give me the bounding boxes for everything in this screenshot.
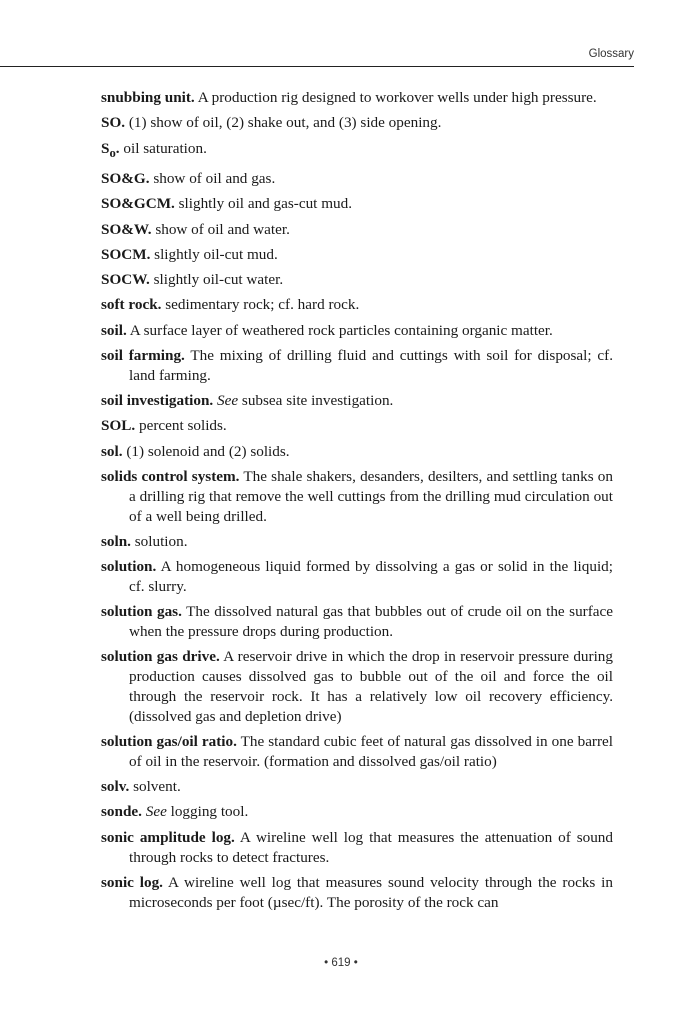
glossary-entry [101, 557, 613, 597]
glossary-entry [101, 602, 613, 642]
glossary-entry [101, 828, 613, 868]
entry-definition: show of oil and gas. [149, 169, 276, 187]
entry-see-reference: See [213, 392, 239, 410]
glossary-entry [101, 873, 613, 913]
glossary-entry [101, 321, 613, 341]
header-rule [0, 66, 634, 67]
entry-definition: A production rig designed to workover wells under high pressure. [194, 89, 597, 106]
entry-definition: solvent. [129, 778, 181, 796]
entry-term: solution gas drive. [101, 648, 220, 666]
glossary-entry [101, 270, 613, 290]
entry-term: solution. [101, 558, 157, 576]
entry-term: SO&G. [101, 169, 150, 187]
glossary-entry [101, 139, 613, 164]
glossary-entry [101, 391, 613, 411]
glossary-entry [101, 647, 613, 726]
entry-definition: slightly oil-cut water. [149, 271, 284, 289]
entry-definition: (1) show of oil, (2) shake out, and (3) side opening. [125, 114, 442, 132]
entry-definition: A reservoir drive in which the drop in reservoir pressure during production causes dissolved gas to bubble out of the oil and force the oil through the reservoir rock. It has a relatively low oil recovery efficiency. (dissolved gas and depletion drive) [129, 648, 613, 725]
glossary-entry [101, 113, 613, 133]
entry-term: solv. [101, 778, 130, 796]
entry-see-reference: See [141, 803, 167, 821]
entry-definition: oil saturation. [119, 139, 207, 157]
entry-term: S [101, 139, 110, 157]
entry-definition: A wireline well log that measures sound velocity through the rocks in microseconds per foot (µsec/ft). The porosity of the rock can [129, 873, 613, 911]
glossary-entry [101, 442, 613, 462]
entry-definition: The dissolved natural gas that bubbles out of crude oil on the surface when the pressure drops during production. [129, 603, 613, 641]
entry-definition: percent solids. [135, 417, 227, 435]
page-number: • 619 • [324, 957, 358, 969]
entry-term: sol. [101, 442, 123, 460]
glossary-entry [101, 732, 613, 772]
entry-term: SO&GCM. [101, 195, 175, 213]
entry-term: soil farming. [101, 347, 185, 364]
running-head: Glossary [588, 48, 634, 60]
entry-definition: A surface layer of weathered rock particles containing organic matter. [126, 321, 553, 339]
glossary-entry [101, 220, 613, 240]
entry-term: SOL. [101, 417, 136, 435]
entry-term: soil investigation. [101, 392, 214, 410]
entry-term: solution gas/oil ratio. [101, 733, 237, 751]
glossary-entry [101, 346, 613, 386]
entry-term: SO. [101, 114, 126, 132]
entry-term: sonic log. [101, 873, 163, 891]
entry-definition: subsea site investigation. [238, 392, 394, 410]
entry-term-subscript: o [109, 145, 116, 160]
entry-definition: slightly oil and gas-cut mud. [174, 195, 352, 213]
entry-definition: show of oil and water. [151, 220, 290, 238]
entry-term: snubbing unit. [101, 89, 195, 106]
glossary-entry [101, 295, 613, 315]
glossary-entry [101, 245, 613, 265]
entry-term: SOCW. [101, 271, 150, 289]
entry-definition: (1) solenoid and (2) solids. [122, 442, 290, 460]
entry-term: soft rock. [101, 296, 162, 314]
entry-definition: logging tool. [166, 803, 249, 821]
entry-term: soln. [101, 532, 131, 550]
glossary-entry [101, 88, 613, 108]
entry-term: soil. [101, 321, 127, 339]
entry-definition: The shale shakers, desanders, desilters, and settling tanks on a drilling rig that remove the well cuttings from the drilling mud circulation out of a well being drilled. [129, 467, 613, 525]
entry-term: SOCM. [101, 245, 151, 263]
glossary-entry [101, 467, 613, 526]
entry-term: SO&W. [101, 220, 152, 238]
entry-term: solution gas. [101, 603, 182, 621]
entry-definition: solution. [130, 532, 188, 550]
entry-definition: The standard cubic feet of natural gas dissolved in one barrel of oil in the reservoir. (formation and dissolved gas/oil ratio) [129, 733, 614, 770]
entry-term: solids control system. [101, 467, 240, 485]
glossary-entry [101, 194, 613, 214]
entry-definition: sedimentary rock; cf. hard rock. [161, 296, 360, 314]
entry-definition: The mixing of drilling fluid and cuttings with soil for disposal; cf. land farming. [129, 347, 613, 384]
glossary-entry [101, 777, 613, 797]
entry-term-tail: . [115, 139, 120, 157]
entry-term: sonic amplitude log. [101, 828, 235, 846]
glossary-entries [101, 88, 613, 918]
entry-definition: slightly oil-cut mud. [150, 245, 278, 263]
glossary-entry [101, 169, 613, 189]
glossary-entry [101, 532, 613, 552]
entry-definition: A wireline well log that measures the attenuation of sound through rocks to detect fractures. [129, 828, 613, 866]
glossary-entry [101, 802, 613, 822]
entry-definition: A homogeneous liquid formed by dissolving a gas or solid in the liquid; cf. slurry. [129, 558, 613, 595]
entry-term: sonde. [101, 803, 142, 821]
glossary-entry [101, 416, 613, 436]
